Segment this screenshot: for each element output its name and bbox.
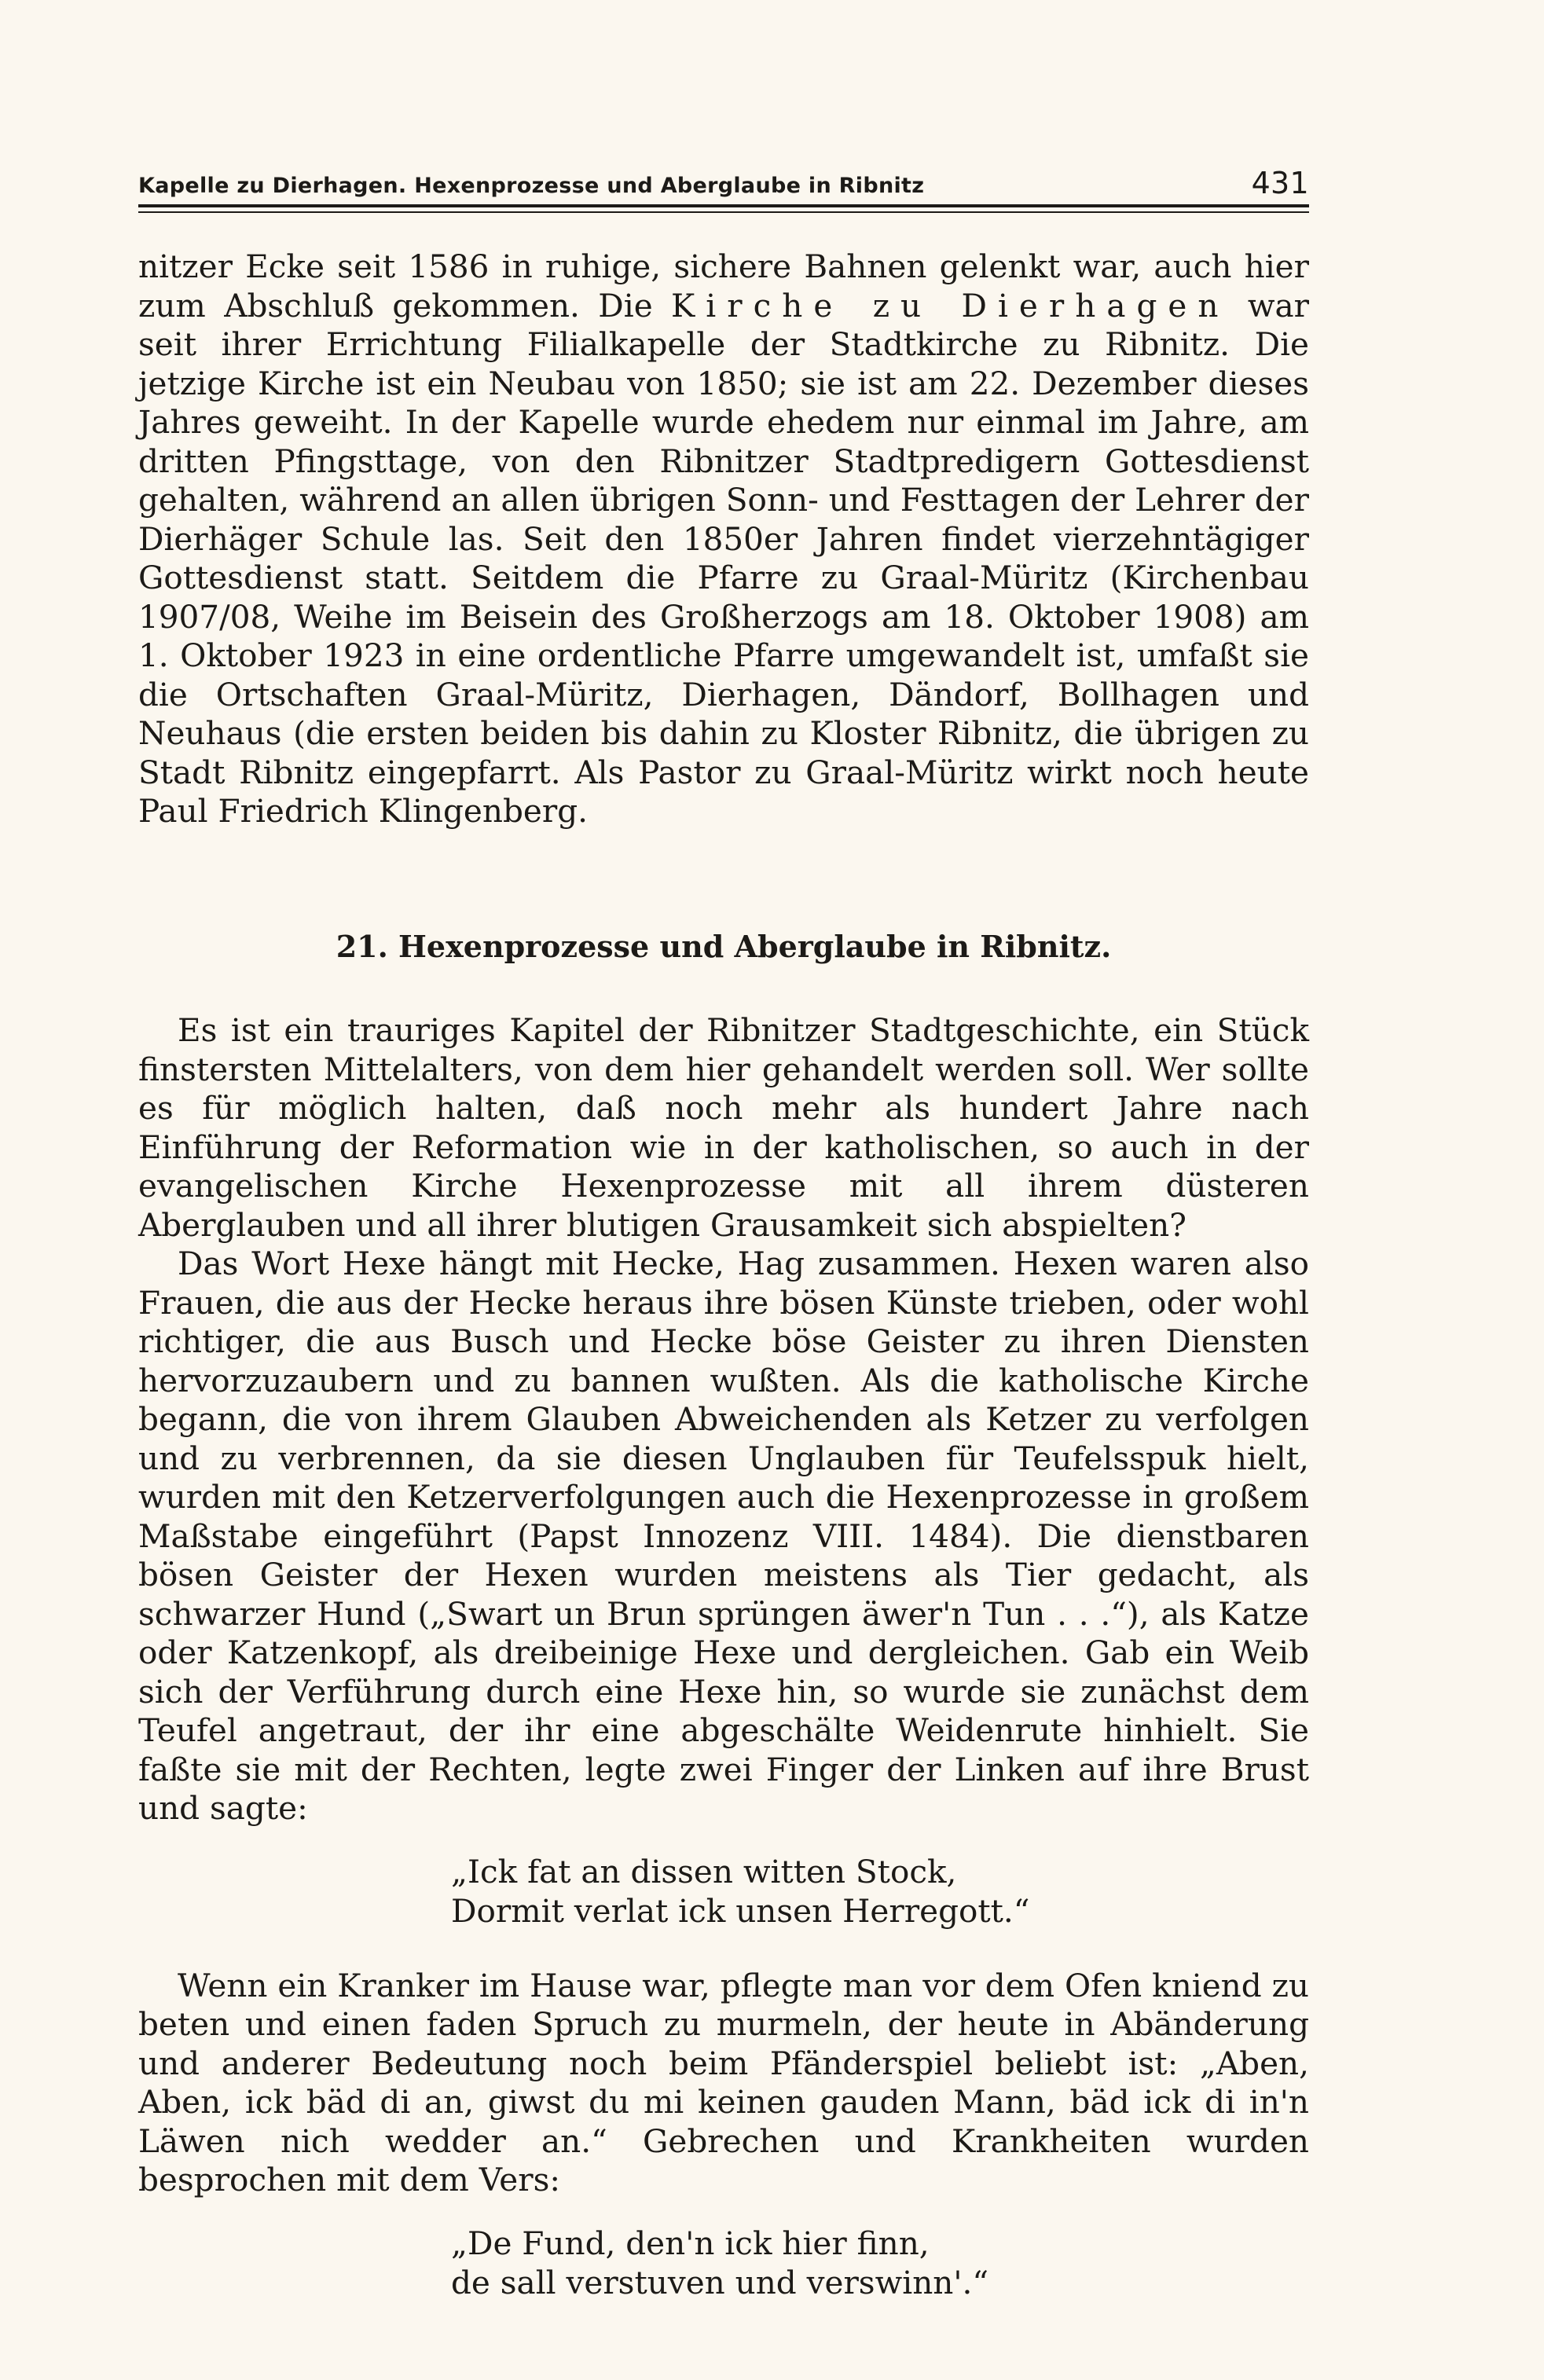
verse-line: „Ick fat an dissen witten Stock, bbox=[451, 1852, 957, 1890]
running-head bbox=[138, 154, 1309, 198]
spaced-emphasis: Kirche zu Dierhagen bbox=[671, 286, 1230, 325]
page-number: 431 bbox=[1251, 166, 1309, 200]
header-rule-thick bbox=[138, 204, 1309, 207]
verse-line: Dormit verlat ick unsen Herregott.“ bbox=[451, 1891, 1030, 1930]
continuation-text-b: war seit ihrer Errichtung Filialkapelle der Stadtkirche zu Ribnitz. Die jetzige Kirche ist ein Neubau von 1850; sie ist am 22. Dezember dieses Jahres geweiht. In der Kapelle wurde ehedem nur einmal im Jahre, am dritten Pfingsttage, von den Ribnitzer Stadtpredigern Gottesdienst gehalten, während an allen übrigen Sonn- und Festtagen der Lehrer der Dierhäger Schule las. Seit den 1850er Jahren findet vierzehntägiger Gottesdienst statt. Seitdem die Pfarre zu Graal-Müritz (Kirchenbau 1907/08, Weihe im Beisein des Großherzogs am 18. Oktober 1908) am 1. Oktober 1923 in eine ordentliche Pfarre umgewandelt ist, umfaßt sie die Ortschaften Graal-Müritz, Dierhagen, Dändorf, Bollhagen und Neuhaus (die ersten beiden bis dahin zu Kloster Ribnitz, die übrigen zu Stadt Ribnitz eingepfarrt. Als Pastor zu Graal-Müritz wirkt noch heute Paul Friedrich Klingenberg. bbox=[138, 286, 1310, 830]
verse-line: „De Fund, den'n ick hier finn, bbox=[451, 2224, 930, 2262]
section-body bbox=[138, 1011, 1309, 2302]
paragraph-3: Wenn ein Kranker im Hause war, pflegte man vor dem Ofen kniend zu beten und einen faden Spruch zu murmeln, der heute in Abänderung und anderer Bedeutung noch beim Pfänderspiel beliebt ist: „Aben, Aben, ick bäd di an, giwst du mi keinen gauden Mann, bäd ick di in'n Läwen nich wedder an.“ Gebrechen und Krankheiten wurden besprochen mit dem Vers: bbox=[138, 1966, 1309, 2199]
running-title: Kapelle zu Dierhagen. Hexenprozesse und Aberglaube in Ribnitz bbox=[138, 174, 925, 198]
paragraph-1: Es ist ein trauriges Kapitel der Ribnitzer Stadtgeschichte, ein Stück finstersten Mittelalters, von dem hier gehandelt werden soll. Wer sollte es für möglich halten, daß noch mehr als hundert Jahre nach Einführung der Reformation wie in der katholischen, so auch in der evangelischen Kirche Hexenprozesse mit all ihrem düsteren Aberglauben und all ihrer blutigen Grausamkeit sich abspielten? bbox=[138, 1011, 1309, 1244]
paragraph-2: Das Wort Hexe hängt mit Hecke, Hag zusammen. Hexen waren also Frauen, die aus der Hecke heraus ihre bösen Künste trieben, oder wohl richtiger, die aus Busch und Hecke böse Geister zu ihren Diensten hervorzuzaubern und zu bannen wußten. Als die katholische Kirche begann, die von ihrem Glauben Abweichenden als Ketzer zu verfolgen und zu verbrennen, da sie diesen Unglauben für Teufelsspuk hielt, wurden mit den Ketzerverfolgungen auch die Hexenprozesse in großem Maßstabe eingeführt (Papst Innozenz VIII. 1484). Die dienstbaren bösen Geister der Hexen wurden meistens als Tier gedacht, als schwarzer Hund („Swart un Brun sprüngen äwer'n Tun . . .“), als Katze oder Katzenkopf, als dreibeinige Hexe und dergleichen. Gab ein Weib sich der Verführung durch eine Hexe hin, so wurde sie zunächst dem Teufel angetraut, der ihr eine abgeschälte Weidenrute hinhielt. Sie faßte sie mit der Rechten, legte zwei Finger der Linken auf ihre Brust und sagte: bbox=[138, 1245, 1309, 1828]
book-page bbox=[138, 154, 1309, 2302]
continuation-paragraph bbox=[138, 248, 1309, 831]
verse-line: de sall verstuven und verswinn'.“ bbox=[451, 2263, 989, 2301]
header-rule-thin bbox=[138, 211, 1309, 213]
verse-block-1 bbox=[138, 1852, 1309, 1931]
section-heading: 21. Hexenprozesse und Aberglaube in Ribnitz. bbox=[336, 928, 1112, 964]
continuation-text-a: nitzer Ecke seit 1586 in ruhige, sichere Bahnen gelenkt war, auch hier zum Abschluß gekommen. Die bbox=[138, 248, 1309, 325]
verse-block-2 bbox=[138, 2224, 1309, 2302]
